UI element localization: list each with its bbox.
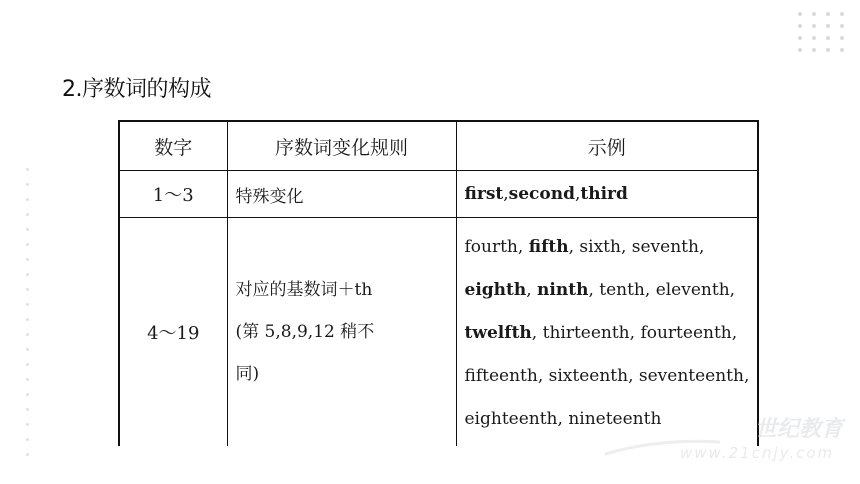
rule-cell [227, 218, 456, 447]
dot [26, 183, 29, 186]
example-word: eighteenth [464, 408, 558, 429]
dot [826, 48, 830, 52]
dot [26, 363, 29, 366]
examples-cell [456, 218, 758, 447]
dot [26, 348, 29, 351]
dot [26, 228, 29, 231]
example-word: eleventh [655, 279, 730, 300]
dot [26, 393, 29, 396]
dot [798, 12, 802, 16]
dot [26, 438, 29, 441]
table-row [119, 218, 758, 447]
number-range-cell: 1～3 [119, 171, 227, 218]
example-word: third [580, 184, 628, 204]
examples-line: eighteenth, nineteenth [464, 408, 662, 429]
examples-cell [456, 171, 758, 218]
rule-text: 特殊变化 [235, 186, 304, 207]
header-examples: 示例 [456, 121, 758, 171]
example-word: second [508, 184, 575, 204]
dot [826, 24, 830, 28]
example-word: sixteenth [548, 365, 629, 386]
example-word: fourteenth [640, 322, 732, 343]
watermark-brand: 世纪教育 [755, 417, 844, 442]
rule-cell [227, 171, 456, 218]
dot [26, 333, 29, 336]
dot [26, 213, 29, 216]
ordinal-number-table [118, 120, 759, 446]
dot [812, 24, 816, 28]
example-word: seventh [631, 236, 699, 257]
dot [26, 288, 29, 291]
section-heading: 2.序数词的构成 [62, 77, 211, 102]
example-word: thirteenth [542, 322, 630, 343]
dot [812, 36, 816, 40]
dot [26, 198, 29, 201]
dot [26, 258, 29, 261]
table-header-row [119, 121, 758, 171]
dot [26, 378, 29, 381]
dot [812, 48, 816, 52]
dot [826, 36, 830, 40]
dot [812, 12, 816, 16]
dot [26, 243, 29, 246]
example-word: seventeenth [638, 365, 744, 386]
dot [26, 408, 29, 411]
example-word: fourth [464, 236, 518, 257]
example-word: tenth [599, 279, 645, 300]
dot [840, 36, 844, 40]
header-number: 数字 [119, 121, 227, 171]
example-word: sixth [579, 236, 621, 257]
examples-line: eighth, ninth, tenth, eleventh, [464, 279, 736, 300]
dot [26, 318, 29, 321]
dot [798, 36, 802, 40]
example-word: ninth [537, 279, 589, 300]
dot [840, 12, 844, 16]
separator: , [574, 184, 581, 204]
dot [840, 24, 844, 28]
example-word: eighth [464, 279, 527, 300]
dot [26, 303, 29, 306]
number-range-cell: 4～19 [119, 218, 227, 447]
examples-line: fourth, fifth, sixth, seventh, [464, 236, 705, 257]
dot [26, 168, 29, 171]
dot [826, 12, 830, 16]
header-rule: 序数词变化规则 [227, 121, 456, 171]
watermark-url: www.21cnjy.com [680, 444, 835, 462]
rule-text-line: 同) [235, 364, 260, 384]
examples-line: fifteenth, sixteenth, seventeenth, [464, 365, 750, 386]
example-word: twelfth [464, 322, 532, 343]
dot [798, 48, 802, 52]
table-row [119, 171, 758, 218]
dot [840, 48, 844, 52]
example-word: first [464, 184, 504, 204]
example-word: fifth [528, 236, 569, 257]
dot [26, 453, 29, 456]
decorative-dot-column [26, 168, 29, 456]
separator: , [503, 184, 509, 204]
dot [798, 24, 802, 28]
dot [26, 273, 29, 276]
example-word: fifteenth [464, 365, 538, 386]
decorative-dot-grid [798, 12, 844, 52]
rule-text-line: (第 5,8,9,12 稍不 [235, 322, 375, 342]
example-word: nineteenth [568, 408, 662, 429]
dot [26, 423, 29, 426]
rule-text-line: 对应的基数词＋th [235, 280, 373, 300]
examples-line: twelfth, thirteenth, fourteenth, [464, 322, 738, 343]
